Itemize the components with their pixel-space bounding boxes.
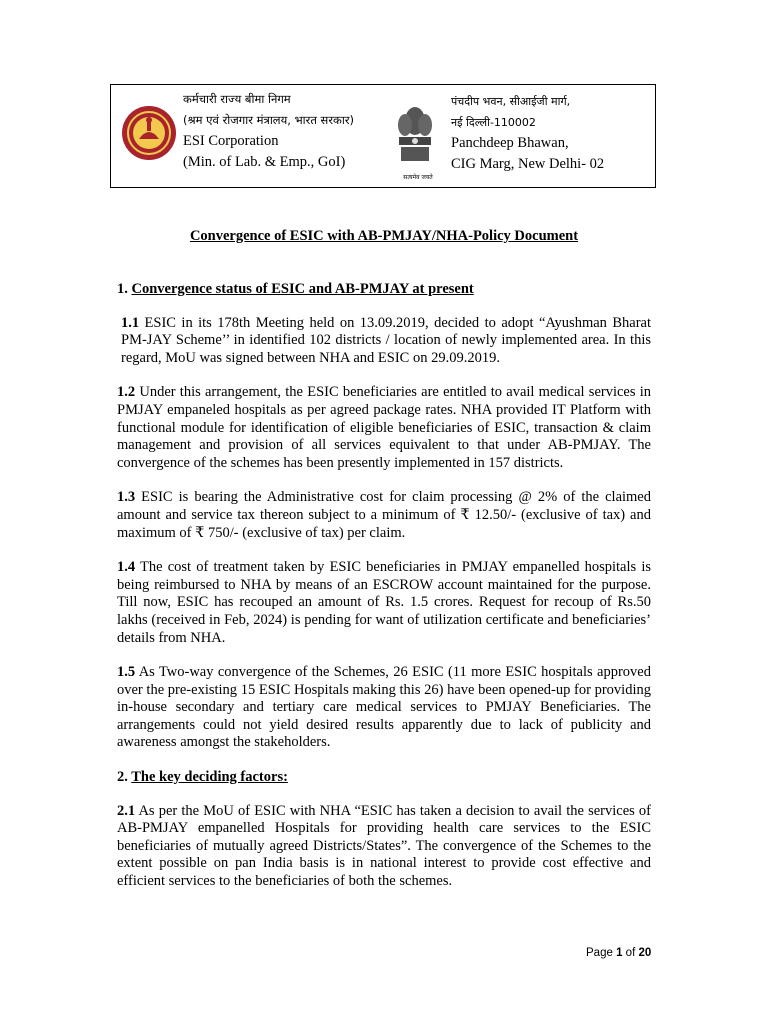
org-name-hindi: कर्मचारी राज्य बीमा निगम: [183, 92, 291, 106]
section-1-heading: 1. Convergence status of ESIC and AB-PMJAY at present: [117, 281, 474, 297]
paragraph-1-3: 1.3 ESIC is bearing the Administrative cost for claim processing @ 2% of the claimed amount and service tax thereon subject to a minimum of ₹ 12.50/- (exclusive of tax) and maximum of ₹ 750/- (exclusive of tax) per claim.: [117, 489, 651, 541]
page-number: Page 1 of 20: [586, 947, 652, 959]
address-english-2: CIG Marg, New Delhi- 02: [451, 156, 605, 172]
org-block: [183, 89, 354, 173]
paragraph-1-4: 1.4 The cost of treatment taken by ESIC beneficiaries in PMJAY empanelled hospitals is being reimbursed to NHA by means of an ESCROW account maintained for the purpose. Till now, ESIC has recouped an amount of Rs. 1.5 crores. Request for recoup of Rs.50 lakhs (received in Feb, 2024) is pending for want of utilization certificate and beneficiaries’ details from NHA.: [117, 559, 651, 646]
esic-logo-icon: [121, 105, 177, 161]
ministry-hindi: (श्रम एवं रोजगार मंत्रालय, भारत सरकार): [183, 113, 355, 127]
address-block: [451, 91, 604, 175]
address-hindi-2: नई दिल्ली-110002: [451, 116, 536, 129]
document-title: Convergence of ESIC with AB-PMJAY/NHA-Policy Document: [189, 228, 579, 244]
paragraph-1-2: 1.2 Under this arrangement, the ESIC beneficiaries are entitled to avail medical services in PMJAY empaneled hospitals as per agreed package rates. NHA provided IT Platform with functional module for identification of eligible beneficiaries of ESIC, transaction & claim management and provision of all services equivalent to that under AB-PMJAY. The convergence of the schemes has been presently implemented in 157 districts.: [117, 384, 651, 471]
address-hindi-1: पंचदीप भवन, सीआईजी मार्ग,: [451, 95, 571, 108]
document-body: [117, 281, 651, 908]
address-english-1: Panchdeep Bhawan,: [451, 135, 569, 151]
letterhead: [110, 84, 656, 188]
paragraph-1-1: 1.1 ESIC in its 178th Meeting held on 13.09.2019, decided to adopt “Ayushman Bharat PM-JAY Scheme’’ in identified 102 districts / location of newly implemented area. In this regard, MoU was signed between NHA and ESIC on 29.09.2019.: [121, 314, 651, 366]
national-emblem-icon: [393, 101, 437, 175]
section-2-heading: 2. The key deciding factors:: [117, 769, 288, 786]
paragraph-1-5: 1.5 As Two-way convergence of the Schemes, 26 ESIC (11 more ESIC hospitals approved over the pre-existing 15 ESIC Hospitals making this 26) have been opened-up for providing in-house secondary and tertiary care medical services to PMJAY Beneficiaries. The arrangements could not yield desired results apparently due to lack of publicity and awareness amongst the stakeholders.: [117, 664, 651, 751]
emblem-caption: सत्यमेव जयते: [403, 174, 433, 181]
paragraph-2-1: 2.1 As per the MoU of ESIC with NHA “ESIC has taken a decision to avail the services of AB-PMJAY empanelled Hospitals for providing health care services to the ESIC beneficiaries of mutually agreed Districts/States”. The convergence of the Schemes to the extent possible on pan India basis is in national interest to provide cost effective and efficient services to the beneficiaries of both the schemes.: [117, 802, 651, 890]
org-name-english: ESI Corporation: [183, 133, 279, 149]
ministry-english: (Min. of Lab. & Emp., GoI): [183, 154, 346, 170]
